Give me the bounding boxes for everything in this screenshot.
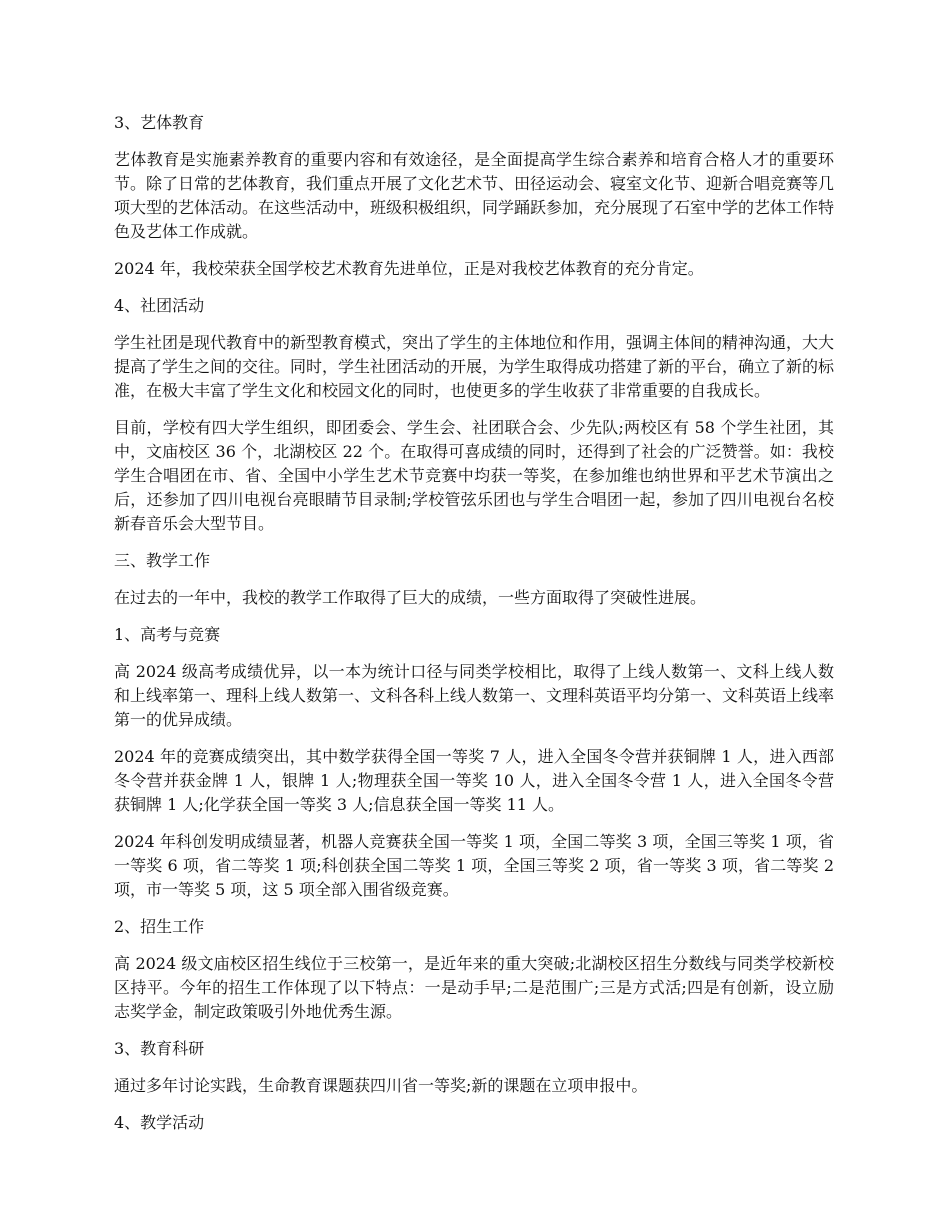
section-heading-arts-education: 3、艺体教育 [114, 113, 205, 132]
paragraph-gaokao-results: 高 2024 级高考成绩优异，以一本为统计口径与同类学校相比，取得了上线人数第一、文科上线人数和上线率第一、理科上线人数第一、文科各科上线人数第一、文理科英语平均分第一、文科英语上线率第一的优异成绩。 [114, 662, 835, 729]
paragraph-competition-results: 2024 年的竞赛成绩突出，其中数学获得全国一等奖 7 人，进入全国冬令营并获铜牌 1 人，进入西部冬令营并获金牌 1 人，银牌 1 人;物理获全国一等奖 10 人，进入全国冬令营 1 人，进入全国冬令营获铜牌 1 人;化学获全国一等奖 3 人;信息获全国一等奖 11 人。 [114, 747, 834, 814]
section-heading-research: 3、教育科研 [114, 1039, 205, 1058]
paragraph-clubs-details: 目前，学校有四大学生组织，即团委会、学生会、社团联合会、少先队;两校区有 58 个学生社团，其中，文庙校区 36 个，北湖校区 22 个。在取得可喜成绩的同时，还得到了社会的广泛赞誉。如：我校学生合唱团在市、省、全国中小学生艺术节竞赛中均获一等奖，在参加维也纳世界和平艺术节演出之后，还参加了四川电视台亮眼睛节目录制;学校管弦乐团也与学生合唱团一起，参加了四川电视台名校新春音乐会大型节目。 [114, 418, 834, 533]
paragraph-admissions: 高 2024 级文庙校区招生线位于三校第一，是近年来的重大突破;北湖校区招生分数线与同类学校新校区持平。今年的招生工作体现了以下特点：一是动手早;二是范围广;三是方式活;四是有创新，设立励志奖学金，制定政策吸引外地优秀生源。 [114, 954, 834, 1021]
paragraph-arts-award: 2024 年，我校荣获全国学校艺术教育先进单位，正是对我校艺体教育的充分肯定。 [114, 259, 704, 278]
section-heading-teaching-activities: 4、教学活动 [114, 1113, 205, 1132]
paragraph-teaching-intro: 在过去的一年中，我校的教学工作取得了巨大的成绩，一些方面取得了突破性进展。 [114, 588, 707, 607]
section-heading-admissions: 2、招生工作 [114, 917, 205, 936]
paragraph-arts-education-intro: 艺体教育是实施素养教育的重要内容和有效途径，是全面提高学生综合素养和培育合格人才的重要环节。除了日常的艺体教育，我们重点开展了文化艺术节、田径运动会、寝室文化节、迎新合唱竞赛等几项大型的艺体活动。在这些活动中，班级积极组织，同学踊跃参加，充分展现了石室中学的艺体工作特色及艺体工作成就。 [114, 150, 835, 241]
paragraph-research: 通过多年讨论实践，生命教育课题获四川省一等奖;新的课题在立项申报中。 [114, 1076, 648, 1095]
section-heading-clubs: 4、社团活动 [114, 296, 205, 315]
paragraph-clubs-intro: 学生社团是现代教育中的新型教育模式，突出了学生的主体地位和作用，强调主体间的精神沟通，大大提高了学生之间的交往。同时，学生社团活动的开展，为学生取得成功搭建了新的平台，确立了新的标准，在极大丰富了学生文化和校园文化的同时，也使更多的学生收获了非常重要的自我成长。 [114, 333, 835, 400]
document-page [114, 111, 834, 1148]
section-heading-teaching: 三、教学工作 [114, 551, 211, 570]
paragraph-innovation-results: 2024 年科创发明成绩显著，机器人竞赛获全国一等奖 1 项，全国二等奖 3 项，全国三等奖 1 项，省一等奖 6 项，省二等奖 1 项;科创获全国二等奖 1 项，全国三等奖 2 项，省一等奖 3 项，省二等奖 2 项，市一等奖 5 项，这 5 项全部入围省级竞赛。 [114, 832, 834, 899]
section-heading-exams-competitions: 1、高考与竞赛 [114, 625, 221, 644]
